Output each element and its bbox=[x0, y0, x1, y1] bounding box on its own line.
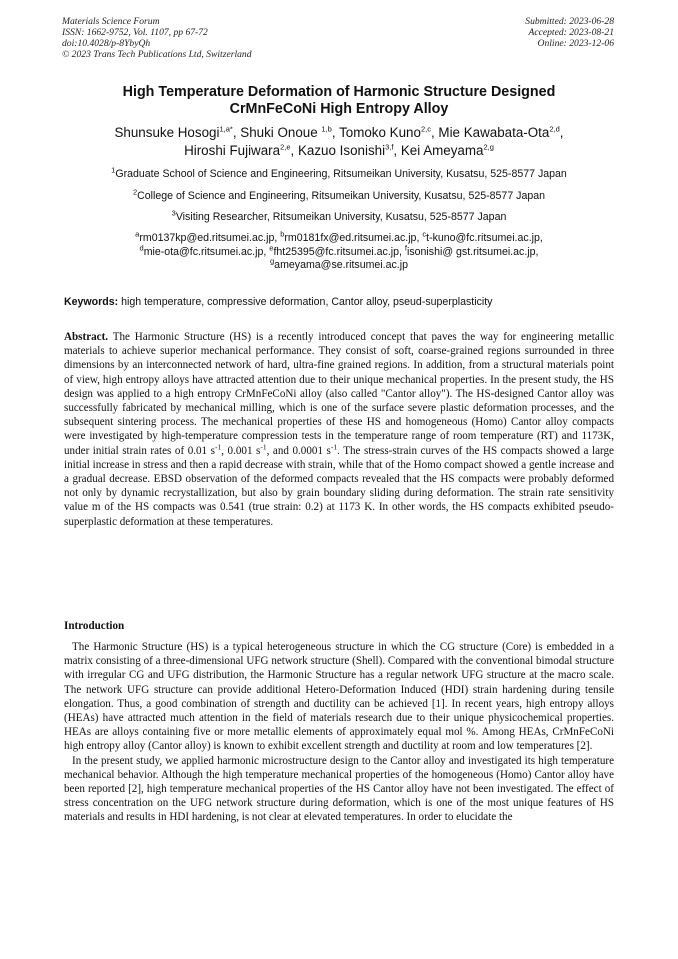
email-line-3 bbox=[40, 256, 638, 273]
keywords-text: high temperature, compressive deformation, Cantor alloy, pseud-superplasticity bbox=[118, 296, 493, 308]
email-link[interactable]: t-kuno@fc.ritsumei.ac.jp, bbox=[426, 232, 543, 244]
issn-line: ISSN: 1662-9752, Vol. 1107, pp 67-72 bbox=[62, 27, 208, 38]
affiliation-sup: 2 bbox=[132, 187, 138, 197]
author-name: Kazuo Isonishi bbox=[297, 143, 386, 158]
author-sep: , bbox=[559, 125, 564, 140]
author-sep: , bbox=[430, 125, 439, 140]
title-line-2: CrMnFeCoNi High Entropy Alloy bbox=[229, 101, 449, 117]
accepted-date: Accepted: 2023-08-21 bbox=[528, 27, 614, 38]
email-link[interactable]: ameyama@se.ritsumei.ac.jp bbox=[274, 259, 408, 271]
email-link[interactable]: mie-ota@fc.ritsumei.ac.jp, bbox=[143, 245, 270, 258]
abstract-text: , and 0.0001 s bbox=[266, 444, 331, 457]
author-sep: , bbox=[393, 143, 401, 158]
author-sup: 2,c bbox=[420, 124, 431, 134]
doi-line: doi:10.4028/p-8YbyQh bbox=[62, 38, 151, 49]
journal-info bbox=[62, 16, 252, 60]
affiliation-text: Graduate School of Science and Engineering, Ritsumeikan University, Kusatsu, 525-8577 Japan bbox=[115, 168, 567, 180]
copyright-line: © 2023 Trans Tech Publications Ltd, Switzerland bbox=[62, 49, 252, 60]
introduction-body bbox=[64, 640, 614, 825]
affiliation-text: College of Science and Engineering, Ritsumeikan University, Kusatsu, 525-8577 Japan bbox=[137, 190, 546, 202]
title-line-1: High Temperature Deformation of Harmonic Structure Designed bbox=[122, 84, 556, 100]
email-sup: f bbox=[404, 242, 407, 252]
email-sup: g bbox=[270, 256, 275, 266]
intro-paragraph-2: In the present study, we applied harmonic microstructure design to the Cantor alloy and investigated its high temperature mechanical behavior. Although the high temperature mechanical properties of the homogeneous (Homo) Cantor alloy have been reported [2], high temperature mechanical properties of the HS Cantor alloy have not been investigated. The effect of stress concentration on the UFG network structure during deformation, which is one of the most unique features of HS materials and results in HDI hardening, is not clear at elevated temperatures. In order to elucidate the bbox=[64, 754, 614, 824]
email-line-2 bbox=[40, 242, 638, 260]
online-date: Online: 2023-12-06 bbox=[537, 38, 614, 49]
affiliation-sup: 1 bbox=[111, 165, 116, 175]
affiliation-text: Visiting Researcher, Ritsumeikan University, Kusatsu, 525-8577 Japan bbox=[175, 211, 507, 223]
submitted-date: Submitted: 2023-06-28 bbox=[525, 16, 614, 27]
keywords bbox=[64, 296, 492, 308]
email-sup: d bbox=[139, 242, 144, 252]
author-sup: 3,f bbox=[385, 142, 394, 152]
abstract bbox=[64, 330, 614, 529]
author-name: Kei Ameyama bbox=[400, 143, 484, 158]
author-sup: 2,d bbox=[549, 124, 560, 134]
affiliation-1 bbox=[40, 165, 638, 181]
email-link[interactable]: isonishi@ gst.ritsumei.ac.jp, bbox=[407, 245, 539, 258]
affiliation-3 bbox=[40, 208, 638, 224]
email-sup: b bbox=[280, 229, 285, 239]
section-heading-introduction: Introduction bbox=[64, 620, 125, 632]
author-list bbox=[40, 124, 638, 160]
author-name: Tomoko Kuno bbox=[339, 125, 421, 140]
author-sup: 2,g bbox=[483, 142, 494, 152]
email-list bbox=[40, 229, 638, 273]
author-sup: 1,b bbox=[321, 124, 332, 134]
author-sep: , bbox=[290, 143, 298, 158]
email-sup: c bbox=[422, 229, 427, 239]
author-name: Mie Kawabata-Ota bbox=[438, 125, 550, 140]
abstract-text: The Harmonic Structure (HS) is a recently introduced concept that paves the way for engineering metallic materials to achieve superior mechanical performance. They consist of soft, coarse-grained regions surrounded in three dimensions by an interconnected network of hard, ultra-fine grained regions. In addition, from a structural materials point of view, high entropy alloys have attracted attention due to their unique mechanical properties. In the present study, the HS design was applied to a high entropy CrMnFeCoNi alloy (also called "Cantor alloy"). The HS-designed Cantor alloy was successfully fabricated by mechanical milling, which is one of the surface severe plastic deformation processes, and the subsequent sintering process. The mechanical properties of these HS and homogeneous (Homo) Cantor alloy compacts were investigated by high-temperature compression tests in the temperature range of room temperature (RT) and 1173K, under initial strain rates of 0.01 s bbox=[64, 331, 614, 457]
abstract-text: , 0.001 s bbox=[221, 444, 261, 457]
author-name: Shunsuke Hosogi bbox=[114, 125, 220, 140]
abstract-label: Abstract. bbox=[64, 331, 109, 343]
email-link[interactable]: fht25395@fc.ritsumei.ac.jp, bbox=[273, 245, 405, 258]
author-sep: , bbox=[331, 125, 340, 140]
author-sup: 1,a* bbox=[219, 124, 233, 134]
abstract-paragraph bbox=[64, 330, 614, 529]
affiliation-2 bbox=[40, 187, 638, 203]
journal-name: Materials Science Forum bbox=[62, 16, 160, 27]
email-link[interactable]: rm0137kp@ed.ritsumei.ac.jp, bbox=[139, 232, 281, 244]
exponent: -1 bbox=[330, 441, 338, 451]
paper-title bbox=[40, 84, 638, 118]
abstract-text: . The stress-strain curves of the HS compacts showed a large initial increase in stress and then a rapid decrease with strain, while that of the Homo compact showed a gentle increase and a gradual decrease. EBSD observation of the deformed compacts revealed that the HS compacts were probably deformed not only by dynamic recrystallization, but also by grain boundary sliding during deformation. The strain rate sensitivity value m of the HS compacts was 0.541 (true strain: 0.2) at 1173 K. In other words, the HS compacts exhibited pseudo-superplastic deformation at these temperatures. bbox=[64, 444, 614, 528]
keywords-label: Keywords: bbox=[64, 296, 119, 308]
exponent: -1 bbox=[214, 441, 222, 451]
author-name: Hiroshi Fujiwara bbox=[184, 143, 281, 158]
email-sup: e bbox=[269, 242, 274, 252]
exponent: -1 bbox=[260, 441, 267, 451]
affiliation-sup: 3 bbox=[171, 208, 176, 218]
email-line-1 bbox=[40, 229, 638, 246]
author-sup: 2,e bbox=[280, 142, 291, 152]
author-name: Shuki Onoue bbox=[240, 125, 322, 140]
author-sep: , bbox=[232, 125, 241, 140]
email-link[interactable]: rm0181fx@ed.ritsumei.ac.jp, bbox=[284, 232, 423, 244]
email-sup: a bbox=[135, 229, 140, 239]
dates-info bbox=[525, 16, 614, 49]
intro-paragraph-1: The Harmonic Structure (HS) is a typical heterogeneous structure in which the CG structure (Core) is embedded in a matrix consisting of a three-dimensional UFG network structure (Shell). Compared with the conventional bimodal structure with irregular CG and UFG distribution, the Harmonic Structure has a regular network UFG structure at the macro scale. The network UFG structure can provide additional Hetero-Deformation Induced (HDI) strain hardening during tensile elongation. Thus, a good combination of strength and ductility can be achieved [1]. In recent years, high entropy alloys (HEAs) have attracted much attention in the field of materials research due to their unique physicochemical properties. HEAs are alloys containing five or more metallic elements of approximately equal mol %. Among HEAs, CrMnFeCoNi high entropy alloy (Cantor alloy) is known to exhibit excellent strength and ductility at room and low temperatures [2]. bbox=[64, 641, 614, 753]
